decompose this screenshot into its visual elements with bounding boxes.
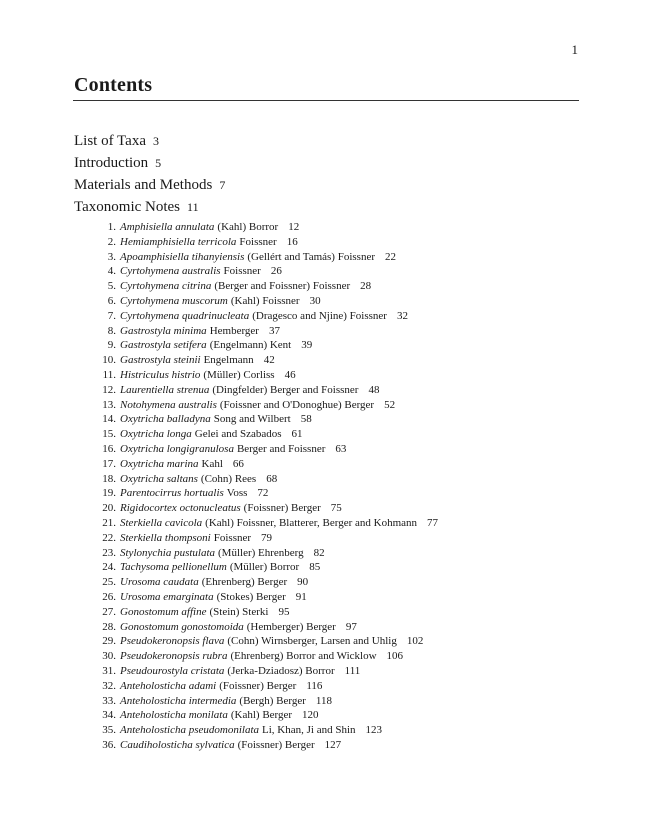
taxon-author: Song and Wilbert bbox=[213, 413, 291, 426]
entry-page: 123 bbox=[365, 724, 383, 737]
entry-number: 34. bbox=[102, 709, 116, 722]
taxon-author: (Kahl) Borror bbox=[217, 221, 279, 233]
entry-page: 16 bbox=[286, 235, 298, 248]
entry-number: 5. bbox=[107, 280, 116, 293]
entry-number: 20. bbox=[102, 502, 116, 515]
taxon-name: Amphisiella annulata bbox=[120, 221, 215, 233]
taxon-name: Caudiholosticha sylvatica bbox=[120, 738, 235, 751]
taxon-name: Anteholosticha pseudomonilata bbox=[120, 724, 260, 737]
entry-number: 9. bbox=[107, 339, 116, 352]
toc-entry[interactable] bbox=[74, 338, 594, 353]
taxon-author: Engelmann bbox=[203, 354, 254, 367]
taxon-author: (Cohn) Wirnsberger, Larsen and Uhlig bbox=[227, 635, 397, 648]
toc-entry[interactable] bbox=[74, 694, 594, 709]
taxon-name: Oxytricha longa bbox=[120, 428, 192, 441]
taxon-name: Histriculus histrio bbox=[120, 368, 201, 381]
entry-number: 19. bbox=[102, 487, 116, 500]
taxon-author: (Foissner) Berger bbox=[243, 502, 321, 515]
taxon-author: (Foissner) Berger bbox=[237, 738, 315, 751]
entry-page: 32 bbox=[396, 309, 408, 322]
toc-section-list-of-taxa[interactable] bbox=[74, 130, 225, 152]
entry-page: 90 bbox=[297, 576, 309, 589]
entry-number: 28. bbox=[102, 620, 116, 633]
entry-number: 18. bbox=[102, 472, 116, 485]
taxon-name: Pseudokeronopsis flava bbox=[120, 635, 225, 648]
taxon-author: (Kahl) Foissner bbox=[230, 294, 300, 307]
taxon-name: Sterkiella cavicola bbox=[120, 516, 203, 529]
toc-entry[interactable] bbox=[74, 605, 594, 620]
entry-number: 23. bbox=[102, 546, 116, 559]
taxon-author: (Bergh) Berger bbox=[239, 694, 306, 707]
taxon-name: Laurentiella strenua bbox=[120, 383, 210, 396]
taxon-author: (Dragesco and Njine) Foissner bbox=[252, 309, 387, 322]
toc-entry[interactable] bbox=[74, 398, 594, 413]
taxon-author: (Müller) Corliss bbox=[203, 368, 275, 381]
taxon-author: Kahl bbox=[201, 457, 223, 470]
taxon-author: (Stokes) Berger bbox=[216, 590, 286, 603]
taxon-author: (Hemberger) Berger bbox=[246, 620, 336, 633]
entry-number: 35. bbox=[102, 724, 116, 737]
taxon-author: (Cohn) Rees bbox=[200, 472, 257, 485]
taxon-author: (Foissner and O'Donoghue) Berger bbox=[219, 398, 375, 411]
taxa-list bbox=[74, 220, 594, 753]
toc-entry[interactable] bbox=[74, 412, 594, 427]
taxon-name: Sterkiella thompsoni bbox=[120, 531, 211, 544]
taxon-name: Anteholosticha intermedia bbox=[120, 694, 237, 707]
toc-entry[interactable] bbox=[74, 590, 594, 605]
taxon-name: Oxytricha balladyna bbox=[120, 413, 211, 426]
entry-page: 12 bbox=[288, 221, 300, 233]
toc-entry[interactable] bbox=[74, 472, 594, 487]
toc-entry[interactable] bbox=[74, 664, 594, 679]
entry-page: 91 bbox=[295, 590, 307, 603]
entry-page: 82 bbox=[313, 546, 325, 559]
taxon-name: Urosoma emarginata bbox=[120, 590, 214, 603]
entry-page: 61 bbox=[291, 428, 303, 441]
toc-entry[interactable] bbox=[74, 309, 594, 324]
taxon-name: Cyrtohymena australis bbox=[120, 265, 221, 278]
entry-number: 21. bbox=[102, 516, 116, 529]
entry-page: 68 bbox=[266, 472, 278, 485]
taxon-name: Anteholosticha monilata bbox=[120, 709, 228, 722]
toc-entry[interactable] bbox=[74, 368, 594, 383]
toc-entry[interactable] bbox=[74, 708, 594, 723]
taxon-name: Parentocirrus hortualis bbox=[120, 487, 224, 500]
toc-entry[interactable] bbox=[74, 546, 594, 561]
taxon-name: Gastrostyla minima bbox=[120, 324, 207, 337]
entry-page: 39 bbox=[301, 339, 313, 352]
section-page: 11 bbox=[187, 200, 199, 214]
section-page: 3 bbox=[153, 134, 159, 148]
toc-entry[interactable] bbox=[74, 649, 594, 664]
entry-page: 97 bbox=[345, 620, 357, 633]
entry-number: 32. bbox=[102, 679, 116, 692]
entry-page: 75 bbox=[330, 502, 342, 515]
entry-page: 106 bbox=[386, 650, 404, 663]
taxon-name: Gastrostyla setifera bbox=[120, 339, 207, 352]
entry-number: 7. bbox=[107, 309, 116, 322]
toc-entry[interactable] bbox=[74, 738, 594, 753]
taxon-author: (Müller) Ehrenberg bbox=[218, 546, 304, 559]
toc-entry[interactable] bbox=[74, 264, 594, 279]
taxon-name: Cyrtohymena citrina bbox=[120, 280, 212, 293]
taxon-author: Voss bbox=[226, 487, 248, 500]
entry-page: 37 bbox=[268, 324, 280, 337]
taxon-name: Cyrtohymena muscorum bbox=[120, 294, 228, 307]
taxon-name: Oxytricha marina bbox=[120, 457, 199, 470]
entry-page: 30 bbox=[309, 294, 321, 307]
taxon-author: (Engelmann) Kent bbox=[209, 339, 292, 352]
entry-number: 2. bbox=[107, 235, 116, 248]
toc-entry[interactable] bbox=[74, 516, 594, 531]
taxon-author: (Kahl) Berger bbox=[230, 709, 293, 722]
entry-number: 1. bbox=[107, 221, 116, 233]
entry-page: 48 bbox=[368, 383, 380, 396]
entry-number: 22. bbox=[102, 531, 116, 544]
taxon-author: (Ehrenberg) Berger bbox=[201, 576, 288, 589]
taxon-author: (Berger and Foissner) Foissner bbox=[214, 280, 351, 293]
taxon-author: Hemberger bbox=[209, 324, 259, 337]
entry-page: 66 bbox=[232, 457, 244, 470]
entry-number: 16. bbox=[102, 442, 116, 455]
taxon-name: Oxytricha saltans bbox=[120, 472, 198, 485]
taxon-author: Foissner bbox=[223, 265, 261, 278]
taxon-name: Notohymena australis bbox=[120, 398, 217, 411]
toc-entry[interactable] bbox=[74, 679, 594, 694]
entry-number: 26. bbox=[102, 590, 116, 603]
section-label: Taxonomic Notes bbox=[74, 199, 181, 215]
entry-page: 111 bbox=[344, 664, 361, 677]
entry-number: 24. bbox=[102, 561, 116, 574]
entry-page: 127 bbox=[324, 738, 342, 751]
taxon-name: Urosoma caudata bbox=[120, 576, 199, 589]
entry-page: 42 bbox=[263, 354, 275, 367]
entry-number: 4. bbox=[107, 265, 116, 278]
taxon-author: (Gellért and Tamás) Foissner bbox=[247, 250, 375, 263]
taxon-name: Pseudokeronopsis rubra bbox=[120, 650, 228, 663]
taxon-name: Oxytricha longigranulosa bbox=[120, 442, 234, 455]
toc-entry[interactable] bbox=[74, 486, 594, 501]
taxon-name: Anteholosticha adami bbox=[120, 679, 217, 692]
entry-number: 10. bbox=[102, 354, 116, 367]
entry-number: 17. bbox=[102, 457, 116, 470]
entry-number: 8. bbox=[107, 324, 116, 337]
taxon-name: Tachysoma pellionellum bbox=[120, 561, 227, 574]
taxon-author: (Dingfelder) Berger and Foissner bbox=[212, 383, 359, 396]
taxon-author: Foissner bbox=[213, 531, 252, 544]
taxon-name: Gonostomum affine bbox=[120, 605, 207, 618]
taxon-author: (Jerka-Dziadosz) Borror bbox=[227, 664, 335, 677]
taxon-name: Hemiamphisiella terricola bbox=[120, 235, 237, 248]
entry-number: 29. bbox=[102, 635, 116, 648]
entry-number: 3. bbox=[107, 250, 116, 263]
toc-entry[interactable] bbox=[74, 457, 594, 472]
entry-number: 15. bbox=[102, 428, 116, 441]
section-page: 5 bbox=[155, 156, 162, 170]
taxon-name: Gastrostyla steinii bbox=[120, 354, 201, 367]
taxon-name: Gonostomum gonostomoida bbox=[120, 620, 244, 633]
entry-page: 26 bbox=[270, 265, 282, 278]
entry-page: 116 bbox=[306, 679, 323, 692]
page-number: 1 bbox=[571, 42, 578, 57]
entry-page: 22 bbox=[385, 250, 396, 263]
taxon-name: Cyrtohymena quadrinucleata bbox=[120, 309, 250, 322]
section-label: Materials and Methods bbox=[74, 177, 213, 193]
page-title: Contents bbox=[74, 74, 153, 96]
taxon-author: Foissner bbox=[239, 235, 277, 248]
taxon-author: (Ehrenberg) Borror and Wicklow bbox=[230, 650, 377, 663]
toc-entry[interactable] bbox=[74, 634, 594, 649]
toc-entry[interactable] bbox=[74, 383, 594, 398]
entry-page: 118 bbox=[315, 694, 332, 707]
entry-number: 27. bbox=[102, 605, 116, 618]
entry-page: 120 bbox=[302, 709, 319, 722]
toc-entry[interactable] bbox=[74, 620, 594, 635]
toc-entry[interactable] bbox=[74, 560, 594, 575]
entry-page: 58 bbox=[300, 413, 312, 426]
entry-page: 52 bbox=[384, 398, 396, 411]
entry-page: 72 bbox=[257, 487, 269, 500]
toc-entry[interactable] bbox=[74, 723, 594, 738]
taxon-author: Li, Khan, Ji and Shin bbox=[262, 724, 356, 737]
title-rule bbox=[73, 100, 579, 101]
entry-page: 77 bbox=[427, 516, 439, 529]
section-label: Introduction bbox=[74, 155, 149, 171]
entry-number: 13. bbox=[102, 398, 116, 411]
taxon-author: (Stein) Sterki bbox=[209, 605, 269, 618]
toc-sections bbox=[74, 130, 225, 218]
entry-page: 85 bbox=[309, 561, 321, 574]
toc-entry[interactable] bbox=[74, 220, 594, 235]
taxon-name: Pseudourostyla cristata bbox=[120, 664, 225, 677]
toc-entry[interactable] bbox=[74, 575, 594, 590]
entry-number: 6. bbox=[107, 294, 116, 307]
entry-number: 31. bbox=[102, 664, 116, 677]
toc-entry[interactable] bbox=[74, 353, 594, 368]
toc-entry[interactable] bbox=[74, 427, 594, 442]
toc-entry[interactable] bbox=[74, 235, 594, 250]
toc-section-taxonomic-notes[interactable] bbox=[74, 196, 225, 218]
entry-number: 36. bbox=[102, 738, 116, 751]
entry-page: 102 bbox=[406, 635, 424, 648]
entry-number: 14. bbox=[102, 413, 116, 426]
entry-number: 12. bbox=[102, 383, 116, 396]
section-page: 7 bbox=[219, 178, 226, 192]
entry-number: 33. bbox=[102, 694, 116, 707]
taxon-author: Gelei and Szabados bbox=[194, 428, 282, 441]
toc-entry[interactable] bbox=[74, 442, 594, 457]
entry-page: 28 bbox=[360, 280, 372, 293]
entry-page: 95 bbox=[278, 605, 290, 618]
toc-section-introduction[interactable] bbox=[74, 152, 225, 174]
entry-number: 11. bbox=[102, 368, 116, 381]
toc-section-materials-methods[interactable] bbox=[74, 174, 225, 196]
entry-page: 79 bbox=[261, 531, 273, 544]
taxon-author: (Kahl) Foissner, Blatterer, Berger and Kohmann bbox=[205, 516, 418, 529]
taxon-name: Apoamphisiella tihanyiensis bbox=[120, 250, 245, 263]
entry-number: 25. bbox=[102, 576, 116, 589]
toc-entry[interactable] bbox=[74, 279, 594, 294]
taxon-author: (Müller) Borror bbox=[229, 561, 300, 574]
toc-entry[interactable] bbox=[74, 531, 594, 546]
entry-page: 63 bbox=[335, 442, 347, 455]
entry-number: 30. bbox=[102, 650, 116, 663]
toc-entry[interactable] bbox=[74, 294, 594, 309]
section-label: List of Taxa bbox=[74, 133, 146, 149]
taxon-name: Rigidocortex octonucleatus bbox=[120, 502, 241, 515]
toc-entry[interactable] bbox=[74, 501, 594, 516]
toc-entry[interactable] bbox=[74, 324, 594, 339]
taxon-author: (Foissner) Berger bbox=[219, 679, 297, 692]
entry-page: 46 bbox=[284, 368, 296, 381]
taxon-author: Berger and Foissner bbox=[236, 442, 326, 455]
taxon-name: Stylonychia pustulata bbox=[120, 546, 216, 559]
toc-entry[interactable] bbox=[74, 250, 594, 265]
